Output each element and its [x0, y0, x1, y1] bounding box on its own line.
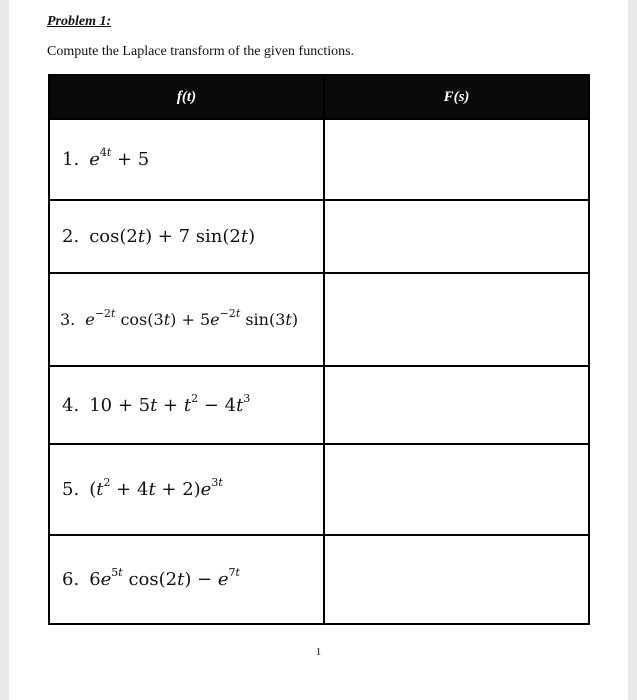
page-number: 1	[315, 646, 322, 658]
problem-number: 4.	[62, 394, 80, 416]
function-expression: $10 + 5t + t^2 - 4t^3$	[89, 391, 251, 416]
function-cell-4	[49, 366, 324, 444]
function-cell-5	[49, 444, 324, 535]
table-header-row	[49, 75, 589, 119]
answer-cell-5[interactable]	[324, 444, 589, 535]
table-row	[49, 535, 589, 624]
instructions-text: Compute the Laplace transform of the given functions.	[47, 44, 355, 59]
table-row	[49, 119, 589, 200]
problem-number: 6.	[62, 569, 80, 590]
function-cell-3	[49, 273, 324, 366]
answer-cell-3[interactable]	[324, 273, 589, 366]
header-f-of-t: f(t)	[49, 75, 324, 119]
header-F-of-s: F(s)	[324, 75, 589, 119]
function-expression: cos(2t) + 7 sin(2t)	[89, 226, 256, 247]
problem-heading: Problem 1:	[47, 14, 112, 29]
problem-number: 2.	[62, 226, 80, 247]
answer-cell-1[interactable]	[324, 119, 589, 200]
problems-table	[48, 74, 590, 625]
function-expression: $e^{-2t}$ $\cos(3t) + 5e^{-2t}$ sin(3t)	[85, 306, 299, 329]
problem-number: 1.	[62, 149, 80, 170]
problem-number: 3.	[60, 310, 76, 329]
function-cell-2	[49, 200, 324, 273]
answer-cell-4[interactable]	[324, 366, 589, 444]
function-cell-1	[49, 119, 324, 200]
function-expression: $6e^{5t}$ $\cos(2t) - e^{7t}$	[89, 566, 240, 590]
answer-cell-6[interactable]	[324, 535, 589, 624]
page-left-border	[0, 0, 9, 700]
table-row	[49, 273, 589, 366]
table-row	[49, 366, 589, 444]
table-row	[49, 200, 589, 273]
problem-number: 5.	[62, 479, 80, 500]
answer-cell-2[interactable]	[324, 200, 589, 273]
function-expression: $(t^2 + 4t + 2)e^{3t}$	[89, 476, 223, 500]
function-expression: $e^{4t} + 5$	[89, 146, 150, 170]
page-right-border	[628, 0, 637, 700]
table-row	[49, 444, 589, 535]
function-cell-6	[49, 535, 324, 624]
